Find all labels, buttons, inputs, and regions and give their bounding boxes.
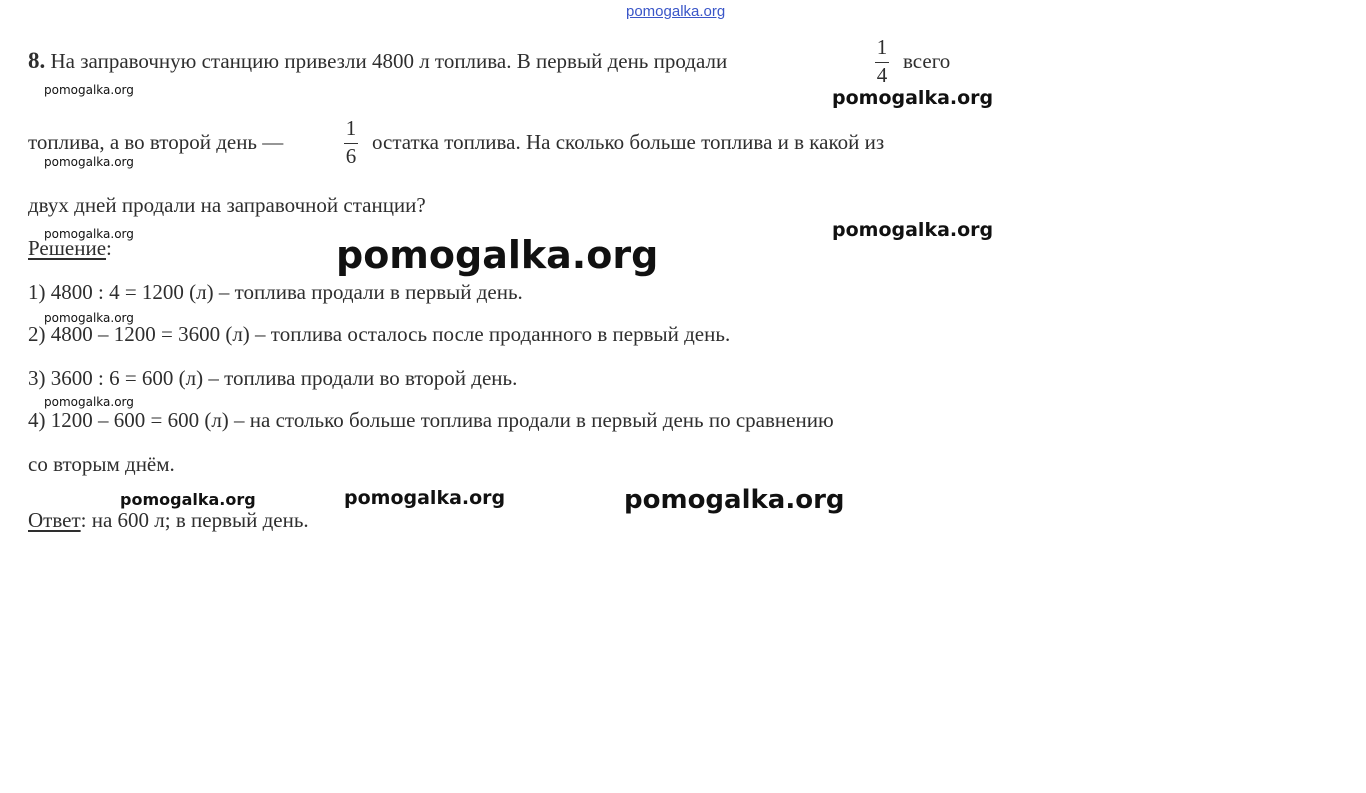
problem-text-2a: топлива, а во второй день — bbox=[28, 130, 284, 154]
solution-step-4-cont: со вторым днём. bbox=[28, 452, 175, 476]
problem-number: 8. bbox=[28, 48, 46, 73]
solution-step-2: 2) 4800 – 1200 = 3600 (л) – топлива осталось после проданного в первый день. bbox=[28, 322, 731, 346]
watermark: pomogalka.org bbox=[832, 219, 994, 241]
watermark: pomogalka.org bbox=[832, 87, 994, 109]
watermark: pomogalka.org bbox=[44, 227, 134, 241]
fraction-numerator: 1 bbox=[345, 116, 357, 140]
fraction-numerator: 1 bbox=[876, 35, 888, 59]
fraction-denominator: 6 bbox=[345, 144, 357, 168]
watermark: pomogalka.org bbox=[44, 155, 134, 169]
solution-heading-label: Решение bbox=[28, 236, 107, 260]
watermark: pomogalka.org bbox=[44, 395, 134, 409]
problem-text-1a: На заправочную станцию привезли 4800 л топлива. В первый день продали bbox=[50, 49, 728, 73]
solution-step-3: 3) 3600 : 6 = 600 (л) – топлива продали во второй день. bbox=[28, 366, 518, 390]
solution-step-4: 4) 1200 – 600 = 600 (л) – на столько больше топлива продали в первый день по сравнению bbox=[28, 408, 834, 432]
problem-line-1 bbox=[28, 49, 727, 73]
watermark: pomogalka.org bbox=[344, 487, 506, 509]
solution-step-1: 1) 4800 : 4 = 1200 (л) – топлива продали в первый день. bbox=[28, 280, 523, 304]
watermark: pomogalka.org bbox=[336, 233, 659, 277]
answer-text: : на 600 л; в первый день. bbox=[80, 508, 309, 532]
watermark: pomogalka.org bbox=[624, 485, 845, 515]
answer-label: Ответ bbox=[28, 508, 81, 532]
watermark: pomogalka.org bbox=[44, 311, 134, 325]
fraction-denominator: 4 bbox=[876, 63, 888, 87]
header-watermark-link[interactable]: pomogalka.org bbox=[626, 3, 726, 20]
problem-text-2b: остатка топлива. На сколько больше топлива и в какой из bbox=[372, 130, 885, 154]
watermark: pomogalka.org bbox=[44, 83, 134, 97]
problem-text-1b: всего bbox=[903, 49, 951, 73]
solution-heading-colon: : bbox=[106, 236, 112, 260]
answer-line bbox=[28, 508, 309, 532]
problem-text-3: двух дней продали на заправочной станции? bbox=[28, 193, 426, 217]
watermark: pomogalka.org bbox=[120, 490, 256, 509]
